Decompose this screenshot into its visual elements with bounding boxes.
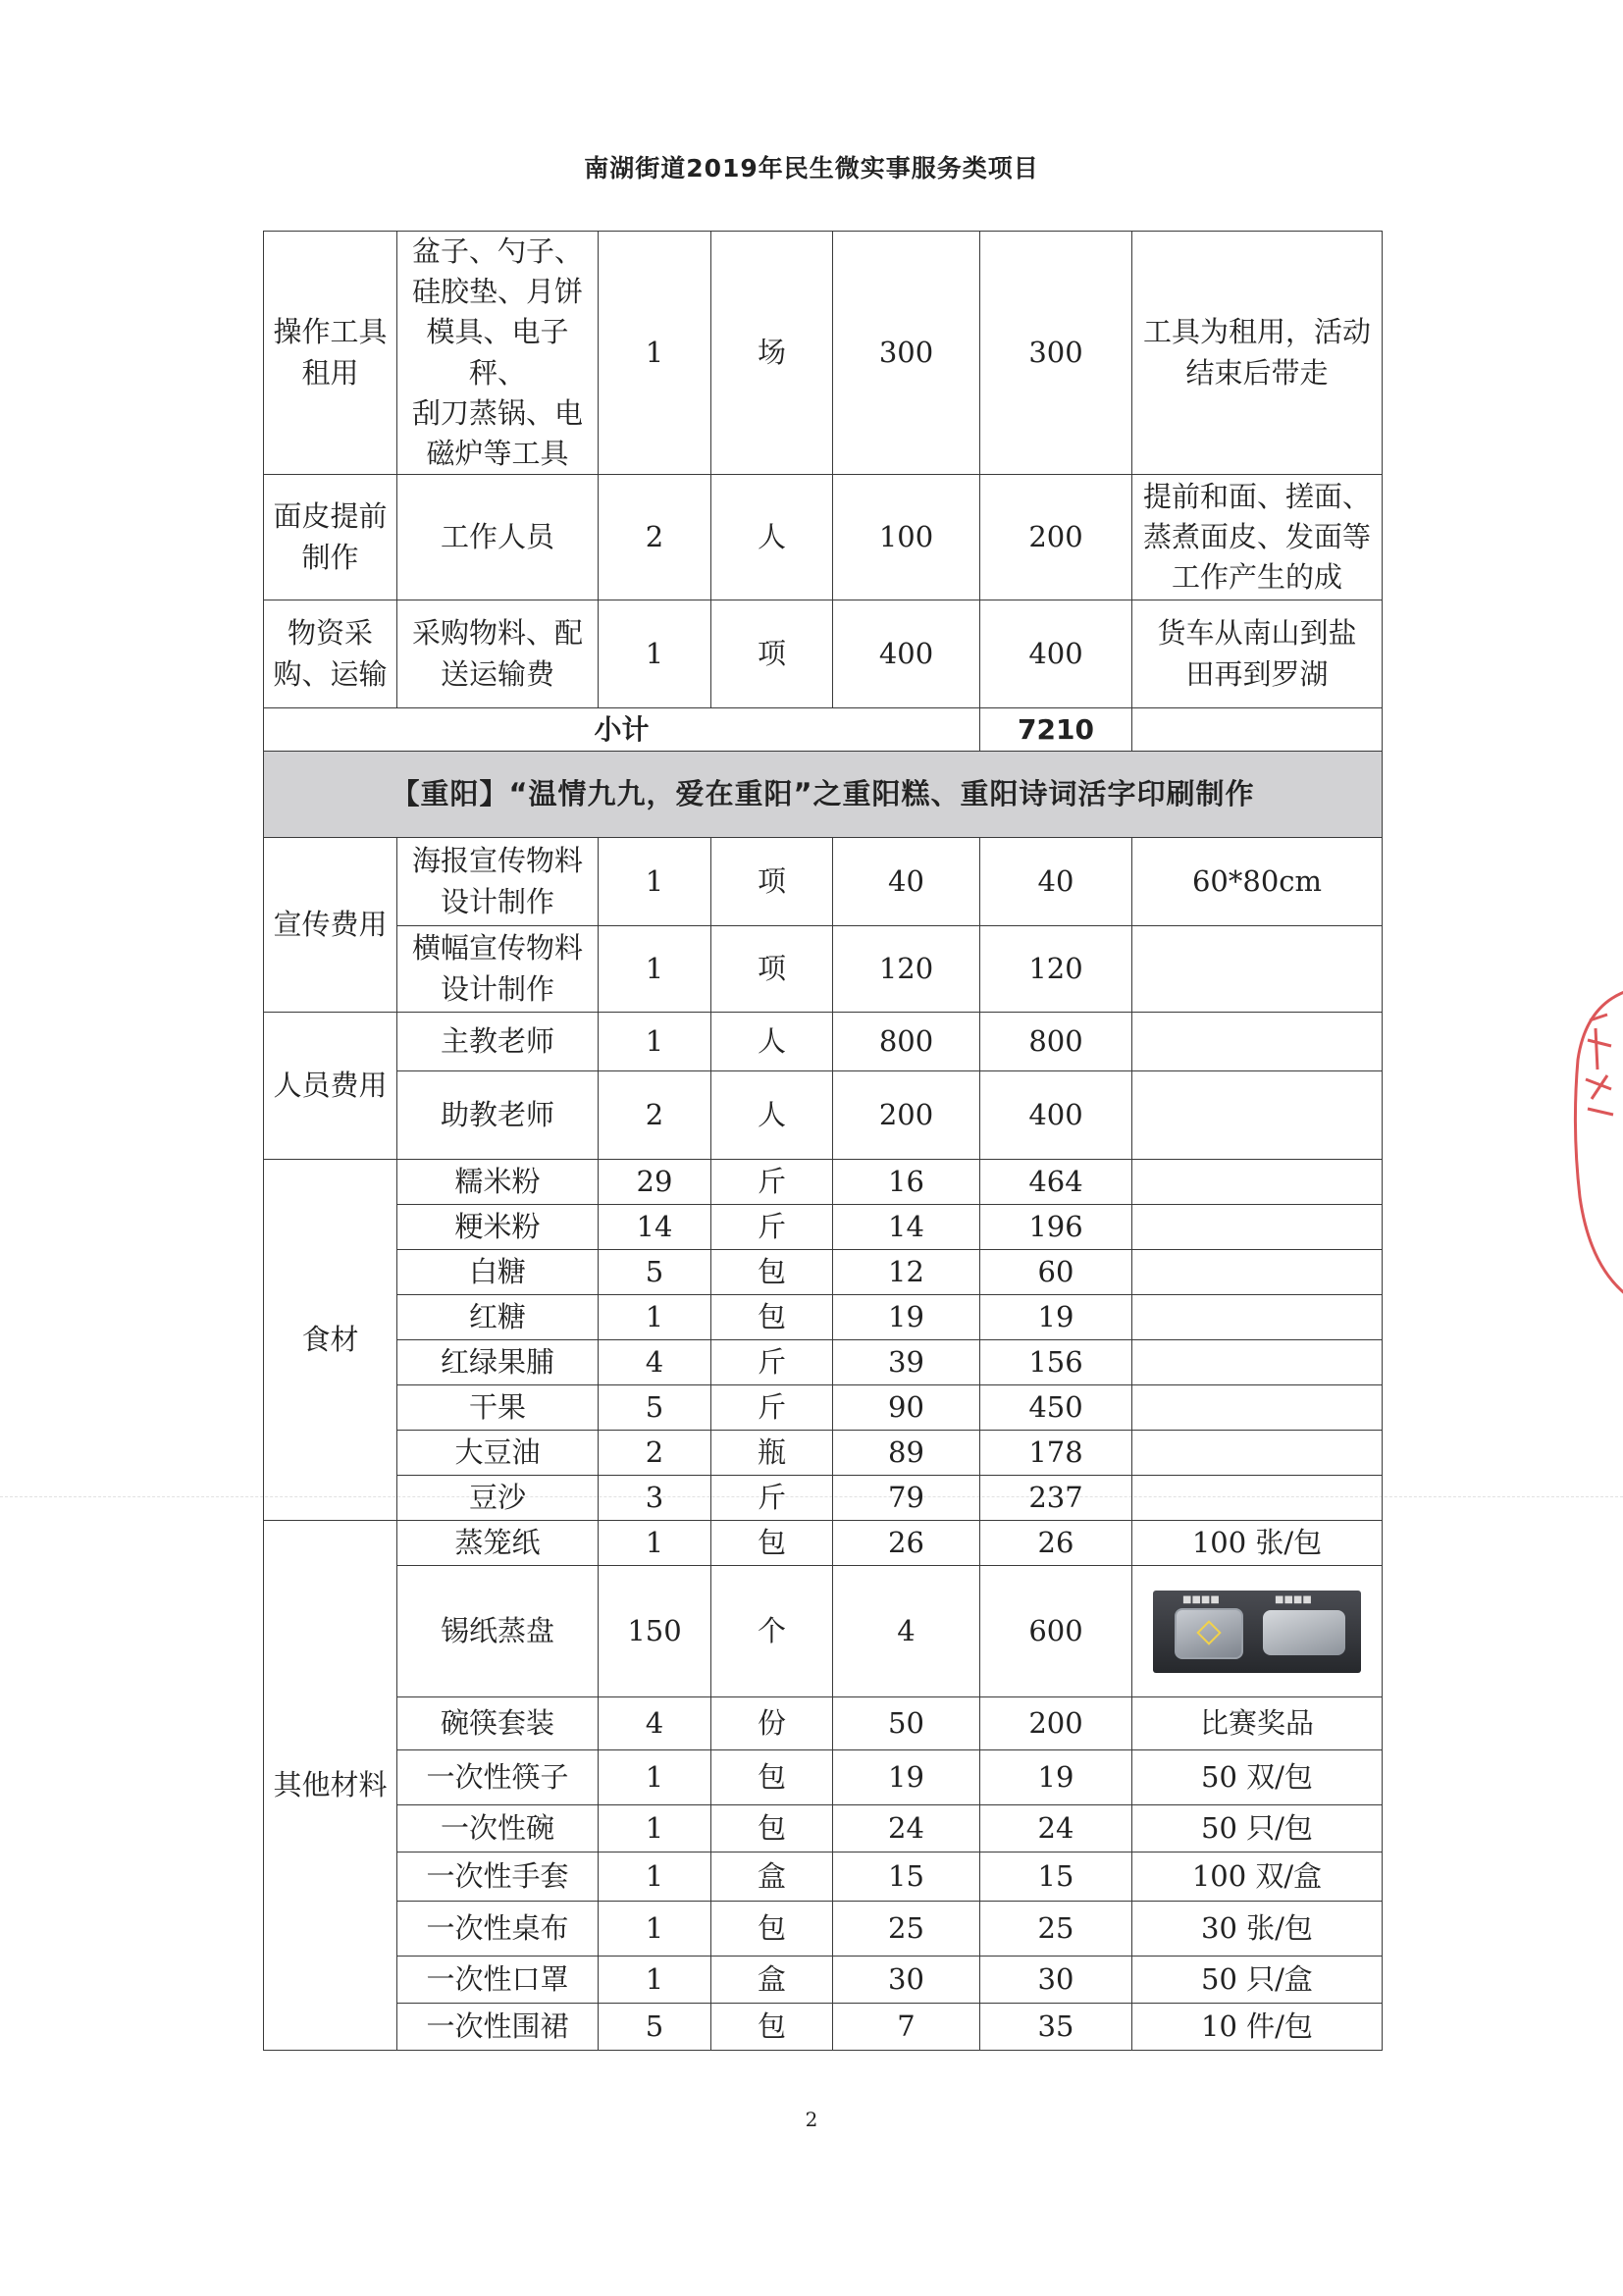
unit-price-cell: 14 — [833, 1205, 980, 1250]
table-row — [264, 1805, 1383, 1852]
quantity-cell: 150 — [599, 1566, 711, 1697]
amount-cell: 40 — [980, 838, 1132, 926]
table-row — [264, 1013, 1383, 1071]
note-cell: 50 只/包 — [1132, 1805, 1383, 1852]
unit-price-cell: 12 — [833, 1250, 980, 1295]
quantity-cell: 1 — [599, 1902, 711, 1957]
table-row — [264, 1852, 1383, 1902]
item-cell: 采购物料、配 送运输费 — [397, 600, 599, 708]
unit-price-cell: 26 — [833, 1521, 980, 1566]
unit-price-cell: 200 — [833, 1071, 980, 1160]
item-cell: 粳米粉 — [397, 1205, 599, 1250]
note-cell: 比赛奖品 — [1132, 1697, 1383, 1750]
note-cell: 工具为租用，活动 结束后带走 — [1132, 232, 1383, 475]
unit-price-cell: 19 — [833, 1295, 980, 1340]
table-row — [264, 1521, 1383, 1566]
unit-cell: 包 — [711, 1902, 833, 1957]
unit-price-cell: 50 — [833, 1697, 980, 1750]
table-row — [264, 1340, 1383, 1385]
category-cell: 面皮提前 制作 — [264, 475, 397, 600]
note-cell — [1132, 1013, 1383, 1071]
note-cell — [1132, 1250, 1383, 1295]
unit-cell: 包 — [711, 1250, 833, 1295]
amount-cell: 400 — [980, 1071, 1132, 1160]
note-cell: 30 张/包 — [1132, 1902, 1383, 1957]
quantity-cell: 5 — [599, 2004, 711, 2051]
unit-price-cell: 90 — [833, 1385, 980, 1431]
unit-price-cell: 300 — [833, 232, 980, 475]
table-row — [264, 1250, 1383, 1295]
amount-cell: 30 — [980, 1957, 1132, 2004]
quantity-cell: 1 — [599, 1852, 711, 1902]
item-cell: 海报宣传物料 设计制作 — [397, 838, 599, 926]
red-seal-stamp — [1568, 981, 1623, 1305]
unit-price-cell: 400 — [833, 600, 980, 708]
amount-cell: 120 — [980, 926, 1132, 1013]
unit-cell: 斤 — [711, 1476, 833, 1521]
note-cell: 100 张/包 — [1132, 1521, 1383, 1566]
item-cell: 工作人员 — [397, 475, 599, 600]
table-row — [264, 232, 1383, 475]
note-cell: 提前和面、搓面、 蒸煮面皮、发面等 工作产生的成 — [1132, 475, 1383, 600]
amount-cell: 464 — [980, 1160, 1132, 1205]
note-cell: 50 只/盒 — [1132, 1957, 1383, 2004]
quantity-cell: 5 — [599, 1250, 711, 1295]
amount-cell: 237 — [980, 1476, 1132, 1521]
note-cell — [1132, 1160, 1383, 1205]
quantity-cell: 1 — [599, 600, 711, 708]
budget-table — [263, 231, 1383, 2051]
unit-price-cell: 24 — [833, 1805, 980, 1852]
item-cell: 糯米粉 — [397, 1160, 599, 1205]
note-cell: 100 双/盒 — [1132, 1852, 1383, 1902]
quantity-cell: 1 — [599, 1750, 711, 1805]
table-row — [264, 1431, 1383, 1476]
unit-cell: 斤 — [711, 1160, 833, 1205]
unit-cell: 斤 — [711, 1340, 833, 1385]
unit-price-cell: 800 — [833, 1013, 980, 1071]
item-cell: 一次性筷子 — [397, 1750, 599, 1805]
quantity-cell: 2 — [599, 475, 711, 600]
unit-price-cell: 7 — [833, 2004, 980, 2051]
note-cell — [1132, 1476, 1383, 1521]
amount-cell: 25 — [980, 1902, 1132, 1957]
note-cell — [1132, 1205, 1383, 1250]
page-title: 南湖街道2019年民生微实事服务类项目 — [584, 154, 1039, 183]
category-cell: 食材 — [264, 1160, 397, 1521]
table-row — [264, 1697, 1383, 1750]
item-cell: 锡纸蒸盘 — [397, 1566, 599, 1697]
note-cell: 60*80cm — [1132, 838, 1383, 926]
subtotal-label: 小计 — [264, 708, 980, 752]
amount-cell: 26 — [980, 1521, 1132, 1566]
item-cell: 大豆油 — [397, 1431, 599, 1476]
note-cell — [1132, 1431, 1383, 1476]
quantity-cell: 1 — [599, 1295, 711, 1340]
unit-cell: 盒 — [711, 1852, 833, 1902]
note-cell — [1132, 1071, 1383, 1160]
unit-cell: 人 — [711, 475, 833, 600]
item-cell: 一次性碗 — [397, 1805, 599, 1852]
unit-price-cell: 79 — [833, 1476, 980, 1521]
section-title: 【重阳】“温情九九，爱在重阳”之重阳糕、重阳诗词活字印刷制作 — [264, 752, 1383, 838]
item-cell: 盆子、勺子、 硅胶垫、月饼 模具、电子秤、 刮刀蒸锅、电 磁炉等工具 — [397, 232, 599, 475]
note-cell — [1132, 1340, 1383, 1385]
unit-cell: 包 — [711, 1805, 833, 1852]
unit-cell: 项 — [711, 838, 833, 926]
unit-cell: 盒 — [711, 1957, 833, 2004]
table-row — [264, 1295, 1383, 1340]
note-cell — [1132, 926, 1383, 1013]
unit-price-cell: 40 — [833, 838, 980, 926]
unit-cell: 包 — [711, 1750, 833, 1805]
item-cell: 红糖 — [397, 1295, 599, 1340]
quantity-cell: 14 — [599, 1205, 711, 1250]
subtotal-row — [264, 708, 1383, 752]
page-number: 2 — [805, 2108, 818, 2131]
item-cell: 助教老师 — [397, 1071, 599, 1160]
amount-cell: 60 — [980, 1250, 1132, 1295]
unit-price-cell: 30 — [833, 1957, 980, 2004]
quantity-cell: 1 — [599, 838, 711, 926]
table-row — [264, 1476, 1383, 1521]
quantity-cell: 29 — [599, 1160, 711, 1205]
note-cell — [1132, 1295, 1383, 1340]
quantity-cell: 1 — [599, 1013, 711, 1071]
unit-cell: 人 — [711, 1071, 833, 1160]
table-row — [264, 1071, 1383, 1160]
unit-price-cell: 25 — [833, 1902, 980, 1957]
unit-cell: 个 — [711, 1566, 833, 1697]
table-row — [264, 1566, 1383, 1697]
item-cell: 红绿果脯 — [397, 1340, 599, 1385]
table-row — [264, 475, 1383, 600]
quantity-cell: 4 — [599, 1340, 711, 1385]
amount-cell: 600 — [980, 1566, 1132, 1697]
table-row — [264, 838, 1383, 926]
note-cell — [1132, 1566, 1383, 1697]
unit-cell: 包 — [711, 1521, 833, 1566]
table-row — [264, 926, 1383, 1013]
amount-cell: 200 — [980, 475, 1132, 600]
item-cell: 干果 — [397, 1385, 599, 1431]
item-cell: 蒸笼纸 — [397, 1521, 599, 1566]
category-cell: 人员费用 — [264, 1013, 397, 1160]
amount-cell: 196 — [980, 1205, 1132, 1250]
section-header-row — [264, 752, 1383, 838]
unit-cell: 人 — [711, 1013, 833, 1071]
unit-price-cell: 19 — [833, 1750, 980, 1805]
unit-cell: 包 — [711, 1295, 833, 1340]
quantity-cell: 2 — [599, 1071, 711, 1160]
category-cell: 操作工具 租用 — [264, 232, 397, 475]
quantity-cell: 1 — [599, 1521, 711, 1566]
unit-cell: 项 — [711, 600, 833, 708]
quantity-cell: 5 — [599, 1385, 711, 1431]
unit-price-cell: 4 — [833, 1566, 980, 1697]
table-row — [264, 1385, 1383, 1431]
note-cell — [1132, 1385, 1383, 1431]
unit-cell: 瓶 — [711, 1431, 833, 1476]
table-row — [264, 1750, 1383, 1805]
unit-price-cell: 100 — [833, 475, 980, 600]
amount-cell: 178 — [980, 1431, 1132, 1476]
quantity-cell: 1 — [599, 232, 711, 475]
item-cell: 一次性桌布 — [397, 1902, 599, 1957]
table-row — [264, 1957, 1383, 2004]
amount-cell: 450 — [980, 1385, 1132, 1431]
item-cell: 碗筷套装 — [397, 1697, 599, 1750]
amount-cell: 300 — [980, 232, 1132, 475]
unit-cell: 份 — [711, 1697, 833, 1750]
item-cell: 主教老师 — [397, 1013, 599, 1071]
unit-cell: 项 — [711, 926, 833, 1013]
unit-price-cell: 120 — [833, 926, 980, 1013]
category-cell: 宣传费用 — [264, 838, 397, 1013]
unit-price-cell: 89 — [833, 1431, 980, 1476]
subtotal-value: 7210 — [980, 708, 1132, 752]
amount-cell: 400 — [980, 600, 1132, 708]
amount-cell: 156 — [980, 1340, 1132, 1385]
note-cell: 50 双/包 — [1132, 1750, 1383, 1805]
table-row — [264, 600, 1383, 708]
quantity-cell: 4 — [599, 1697, 711, 1750]
foil-tray-photo: ■■■■ ■■■■ — [1135, 1591, 1379, 1673]
amount-cell: 35 — [980, 2004, 1132, 2051]
amount-cell: 800 — [980, 1013, 1132, 1071]
item-cell: 一次性手套 — [397, 1852, 599, 1902]
item-cell: 一次性口罩 — [397, 1957, 599, 2004]
quantity-cell: 1 — [599, 1957, 711, 2004]
unit-price-cell: 15 — [833, 1852, 980, 1902]
table-row — [264, 2004, 1383, 2051]
amount-cell: 19 — [980, 1295, 1132, 1340]
table-row — [264, 1205, 1383, 1250]
amount-cell: 19 — [980, 1750, 1132, 1805]
item-cell: 白糖 — [397, 1250, 599, 1295]
item-cell: 横幅宣传物料 设计制作 — [397, 926, 599, 1013]
amount-cell: 24 — [980, 1805, 1132, 1852]
item-cell: 豆沙 — [397, 1476, 599, 1521]
category-cell: 其他材料 — [264, 1521, 397, 2051]
unit-cell: 场 — [711, 232, 833, 475]
quantity-cell: 3 — [599, 1476, 711, 1521]
note-cell: 10 件/包 — [1132, 2004, 1383, 2051]
quantity-cell: 2 — [599, 1431, 711, 1476]
amount-cell: 200 — [980, 1697, 1132, 1750]
unit-cell: 包 — [711, 2004, 833, 2051]
quantity-cell: 1 — [599, 926, 711, 1013]
item-cell: 一次性围裙 — [397, 2004, 599, 2051]
unit-price-cell: 39 — [833, 1340, 980, 1385]
unit-price-cell: 16 — [833, 1160, 980, 1205]
quantity-cell: 1 — [599, 1805, 711, 1852]
table-row — [264, 1902, 1383, 1957]
unit-cell: 斤 — [711, 1385, 833, 1431]
category-cell: 物资采 购、运输 — [264, 600, 397, 708]
note-cell: 货车从南山到盐 田再到罗湖 — [1132, 600, 1383, 708]
unit-cell: 斤 — [711, 1205, 833, 1250]
table-row — [264, 1160, 1383, 1205]
amount-cell: 15 — [980, 1852, 1132, 1902]
subtotal-note — [1132, 708, 1383, 752]
